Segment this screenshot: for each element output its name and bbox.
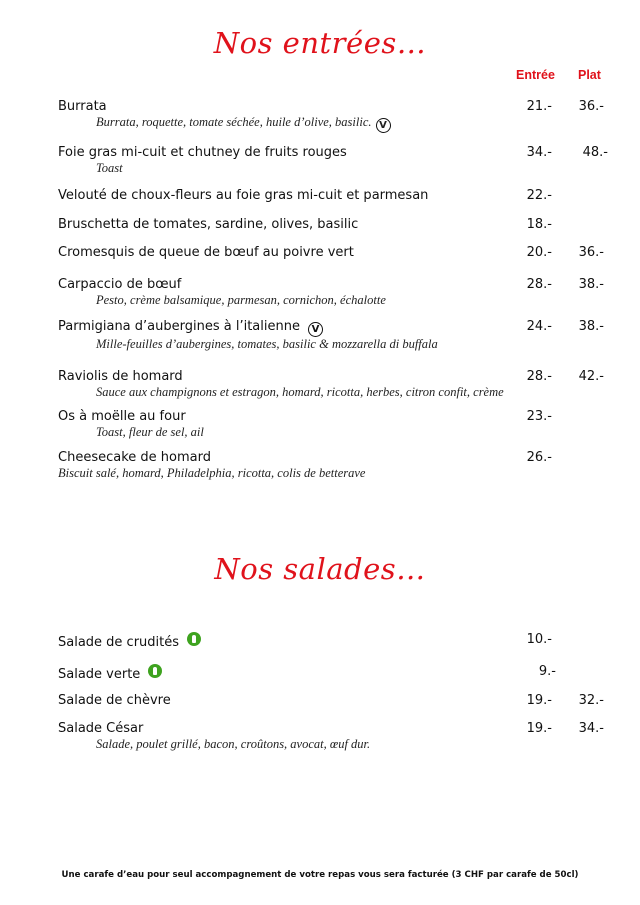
- footer-note: Une carafe d’eau pour seul accompagnement de votre repas vous sera facturée (3 CHF par carafe de 50cl): [61, 870, 579, 880]
- column-header-entree: Entrée: [516, 68, 555, 82]
- item-description: Pesto, crème balsamique, parmesan, cornichon, échalotte: [96, 293, 386, 307]
- menu-item-parmigiana: [58, 319, 618, 352]
- menu-item-salade-chevre: [58, 693, 618, 709]
- price-plat: 42.-: [578, 369, 604, 384]
- item-name: Cheesecake de homard: [58, 450, 211, 465]
- menu-item-salade-cesar: [58, 721, 618, 752]
- price-plat: 34.-: [578, 721, 604, 736]
- price-entree: 23.-: [526, 409, 552, 424]
- item-description: Biscuit salé, homard, Philadelphia, ricotta, colis de betterave: [58, 466, 366, 480]
- vegan-leaf-icon: [148, 664, 162, 678]
- item-description: Mille-feuilles d’aubergines, tomates, basilic & mozzarella di buffala: [96, 337, 438, 351]
- vegan-leaf-icon: [187, 632, 201, 646]
- menu-item-veloute: [58, 188, 618, 204]
- item-name: Velouté de choux-fleurs au foie gras mi-cuit et parmesan: [58, 188, 429, 203]
- price-plat: 36.-: [578, 245, 604, 260]
- price-plat: 38.-: [578, 319, 604, 334]
- column-header-plat: Plat: [578, 68, 601, 82]
- item-description: Toast, fleur de sel, ail: [96, 425, 204, 439]
- item-description: Toast: [96, 161, 123, 175]
- price-entree: 18.-: [526, 217, 552, 232]
- menu-item-os-a-moelle: [58, 409, 618, 440]
- item-name: Salade verte: [58, 664, 618, 683]
- item-name: Raviolis de homard: [58, 369, 183, 384]
- item-name: Burrata: [58, 99, 107, 114]
- item-name: Salade de crudités: [58, 632, 618, 651]
- price-entree: 19.-: [526, 721, 552, 736]
- price-plat: 32.-: [578, 693, 604, 708]
- price-entree: 19.-: [526, 693, 552, 708]
- menu-item-salade-verte: [58, 664, 618, 683]
- price-entree: 22.-: [526, 188, 552, 203]
- item-name: Carpaccio de bœuf: [58, 277, 182, 292]
- item-description: Sauce aux champignons et estragon, homard, ricotta, herbes, citron confit, crème: [96, 385, 504, 399]
- item-name: Os à moëlle au four: [58, 409, 186, 424]
- menu-item-carpaccio: [58, 277, 618, 308]
- price-entree: 26.-: [526, 450, 552, 465]
- item-name: Salade César: [58, 721, 144, 736]
- item-name: Cromesquis de queue de bœuf au poivre vert: [58, 245, 354, 260]
- item-name: Salade de chèvre: [58, 693, 171, 708]
- price-entree: 24.-: [526, 319, 552, 334]
- item-name: Foie gras mi-cuit et chutney de fruits rouges: [58, 145, 347, 160]
- price-plat: 36.-: [578, 99, 604, 114]
- vegetarian-icon: V: [308, 322, 323, 337]
- section-title-salades: Nos salades…: [214, 552, 426, 586]
- item-name: Bruschetta de tomates, sardine, olives, basilic: [58, 217, 359, 232]
- menu-item-foie-gras: [58, 145, 618, 176]
- vegetarian-icon: V: [376, 118, 391, 133]
- item-description: Burrata, roquette, tomate séchée, huile d’olive, basilic. V: [58, 115, 618, 133]
- price-entree: 10.-: [526, 632, 552, 647]
- menu-item-salade-crudites: [58, 632, 618, 651]
- price-entree: 34.-: [526, 145, 552, 160]
- price-plat: 38.-: [578, 277, 604, 292]
- menu-item-burrata: [58, 99, 618, 133]
- price-entree: 21.-: [526, 99, 552, 114]
- menu-item-bruschetta: [58, 217, 618, 233]
- menu-item-raviolis: [58, 369, 618, 400]
- price-entree: 20.-: [526, 245, 552, 260]
- price-entree: 28.-: [526, 277, 552, 292]
- item-description: Salade, poulet grillé, bacon, croûtons, avocat, œuf dur.: [96, 737, 371, 751]
- menu-item-cheesecake: [58, 450, 618, 481]
- price-entree: 28.-: [526, 369, 552, 384]
- price-entree: 9.-: [538, 664, 556, 679]
- menu-item-cromesquis: [58, 245, 618, 261]
- price-plat: 48.-: [582, 145, 608, 160]
- item-name: Parmigiana d’aubergines à l’italienne V: [58, 319, 618, 337]
- section-title-entrees: Nos entrées…: [213, 26, 427, 60]
